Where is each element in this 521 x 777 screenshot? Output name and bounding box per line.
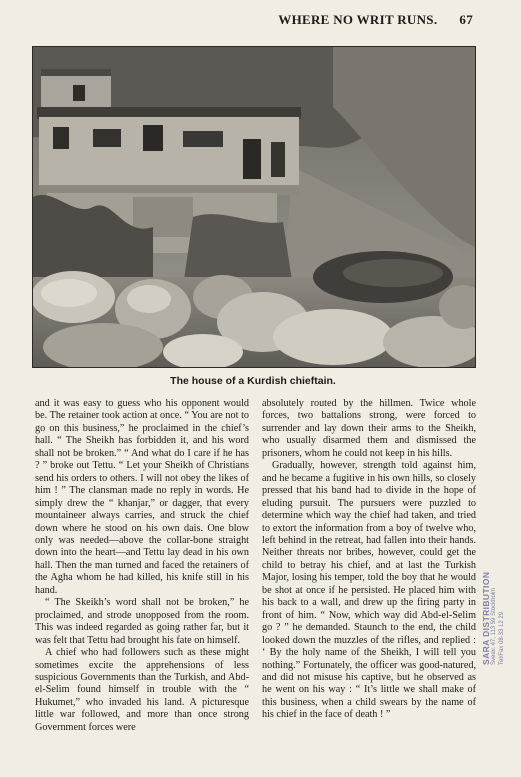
text-column-right [262,398,476,722]
paragraph: Gradually, however, strength told against him, and he became a fugitive in his own hills, so closely pressed that his band had to divide in the hope of eluding pursuit. The pursuers were puzzled to determine which way the chief had taken, and tried to extort the information from a boy of twelve who, left behind in the retreat, had fallen into their hands. Neither threats nor bribes, however, could get the child to betray his chief, and at last the Turkish Major, losing his temper, told the boy that he would be shot at once if he persisted. He placed him with his back to a wall, and drew up the firing party in front of him. “ Now, which way did Abd-el-Selim go ? ” he demanded. Staunch to the end, the child looked down the muzzles of the rifles, and replied : ‘ By the holy name of the Sheikh, I will tell you nothing.” Fortunately, the officer was good-natured, and did not misuse his captive, but he observed as he went on his way : “ It’s little we shall make of this business, when a child swears by the name of his chief in the face of death ! ” [262,460,476,721]
paragraph: and it was easy to guess who his opponent would be. The retainer took action at once. “ You are not to go on this business,” he proclaimed in the chief’s hall. “ The Sheikh has forbidden it, and his word shall not be broken.” “ And what do I care if he has ? ” broke out Tettu. “ Let your Sheikh of Christians send his orders to others. I will not obey the likes of him ! ” The clansman made no reply in words. He simply drew the “ khanjar,” or dagger, that every mountaineer always carries, and struck the chief down where he stood on his own dais. One blow only was needed—above the collar-bone straight down into the heart—and Tettu lay dead in his own hall. Then the man turned and faced the retainers of the Agha whom he had killed, his knife still in his hand. [35,398,249,596]
paragraph: absolutely routed by the hillmen. Twice whole forces, two battalions strong, were forced to surrender and lay down their arms to the Sheikh, who usually disarmed them and dismissed the prisoners, whom he could not keep in his hills. [262,398,476,459]
photo-caption: The house of a Kurdish chieftain. [170,375,336,387]
stamp-line: Tel/Fax 08-33 12 29 [499,611,505,665]
stamp-line: Sveav. 47, 113 59 Stockholm [491,587,497,665]
distributor-stamp [482,572,506,665]
running-title: WHERE NO WRIT RUNS. [278,12,438,27]
stamp-line: SARA DISTRIBUTION [481,571,491,665]
page-header [34,12,473,28]
chieftain-house-photo [32,46,476,368]
paragraph: A chief who had followers such as these might sometimes excite the apprehensions of less suspicious Governments than the Turkish, and Abd-el-Selim found himself in trouble with the “ Hukumet,” who invaded his land. A picturesque little war followed, and more than once strong Government forces were [35,647,249,733]
text-column-left [35,398,249,734]
page-number: 67 [459,12,473,27]
paragraph: “ The Skeikh’s word shall not be broken,” he proclaimed, and strode unopposed from the room. This was indeed regarded as going rather far, but it was felt that Tettu had brought his fate on himself. [35,597,249,646]
photo-illustration [33,47,475,367]
